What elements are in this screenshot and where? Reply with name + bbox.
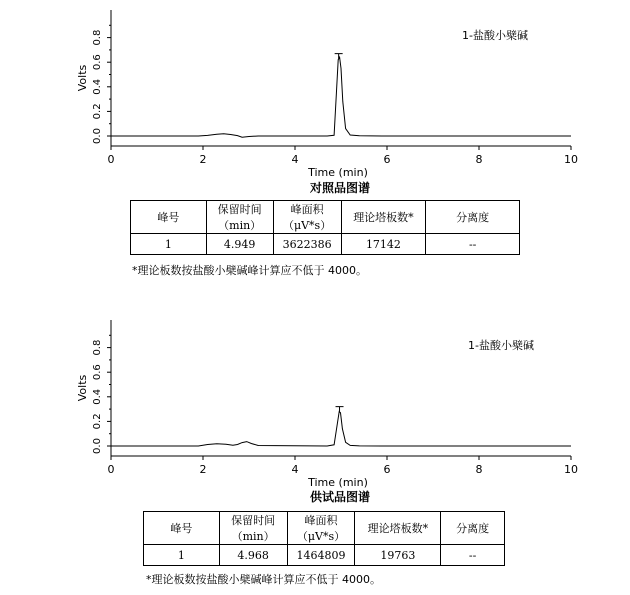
sample-note: *理论板数按盐酸小檗碱峰计算应不低于 4000。 [146,573,381,586]
x-tick-label: 10 [564,153,578,166]
x-tick-label: 2 [199,463,207,476]
x-tick-label: 6 [383,153,391,166]
legend-label: 1-盐酸小檗碱 [462,29,528,42]
header-resolution: 分离度 [426,201,520,234]
y-tick-label: 0.0 [92,438,103,454]
y-tick-label: 0.8 [92,29,103,46]
cell-peak-no: 1 [144,545,220,566]
header-resolution: 分离度 [441,512,505,545]
header-peak-area [287,512,355,545]
x-tick-label: 4 [291,463,299,476]
peak-marker [336,407,344,412]
y-axis-label: Volts [76,64,89,92]
header-peak-no: 峰号 [131,201,207,234]
x-tick-label: 2 [199,153,207,166]
sample-chromatogram [0,310,630,490]
x-axis-label: Time (min) [308,166,368,179]
series-line [111,57,571,137]
x-axis-label: Time (min) [308,476,368,489]
y-tick-label: 0.4 [92,388,103,405]
x-tick-label: 8 [475,153,483,166]
x-tick-label: 10 [564,463,578,476]
y-tick-label: 0.6 [92,364,103,381]
table-row [144,545,505,566]
table-header-row [144,512,505,545]
header-rt-unit: （min） [218,219,262,232]
reference-results-table [130,200,520,255]
cell-peak-area: 3622386 [273,234,341,255]
header-rt-label: 保留时间 [231,514,276,527]
header-area-unit: （μV*s） [282,219,332,232]
x-tick-label: 4 [291,153,299,166]
header-retention-time [219,512,287,545]
y-tick-label: 0.2 [92,413,103,430]
cell-peak-no: 1 [131,234,207,255]
y-tick-label: 0.6 [92,54,103,71]
legend-label: 1-盐酸小檗碱 [468,339,534,352]
cell-retention-time: 4.949 [206,234,273,255]
reference-caption: 对照品图谱 [309,181,370,195]
header-peak-area [273,201,341,234]
sample-results-table [143,511,505,566]
y-axis-label: Volts [76,374,89,402]
series-line [111,412,571,446]
x-tick-label: 0 [107,153,115,166]
header-rt-label: 保留时间 [217,203,262,216]
header-theoretical-plates: 理论塔板数* [355,512,441,545]
reference-note: *理论板数按盐酸小檗碱峰计算应不低于 4000。 [132,264,367,277]
header-area-label: 峰面积 [290,203,324,216]
cell-resolution: -- [441,545,505,566]
cell-resolution: -- [426,234,520,255]
header-area-label: 峰面积 [304,514,338,527]
table-header-row [131,201,520,234]
cell-retention-time: 4.968 [219,545,287,566]
header-rt-unit: （min） [231,530,275,543]
header-theoretical-plates: 理论塔板数* [341,201,426,234]
x-tick-label: 6 [383,463,391,476]
cell-theoretical-plates: 17142 [341,234,426,255]
reference-chromatogram [0,0,630,180]
cell-theoretical-plates: 19763 [355,545,441,566]
header-retention-time [206,201,273,234]
header-peak-no: 峰号 [144,512,220,545]
cell-peak-area: 1464809 [287,545,355,566]
table-row [131,234,520,255]
x-tick-label: 8 [475,463,483,476]
y-tick-label: 0.0 [92,128,103,144]
y-tick-label: 0.8 [92,339,103,356]
y-tick-label: 0.4 [92,78,103,95]
y-tick-label: 0.2 [92,103,103,120]
header-area-unit: （μV*s） [296,530,346,543]
x-tick-label: 0 [107,463,115,476]
sample-caption: 供试品图谱 [309,490,370,504]
peak-marker [335,54,343,59]
